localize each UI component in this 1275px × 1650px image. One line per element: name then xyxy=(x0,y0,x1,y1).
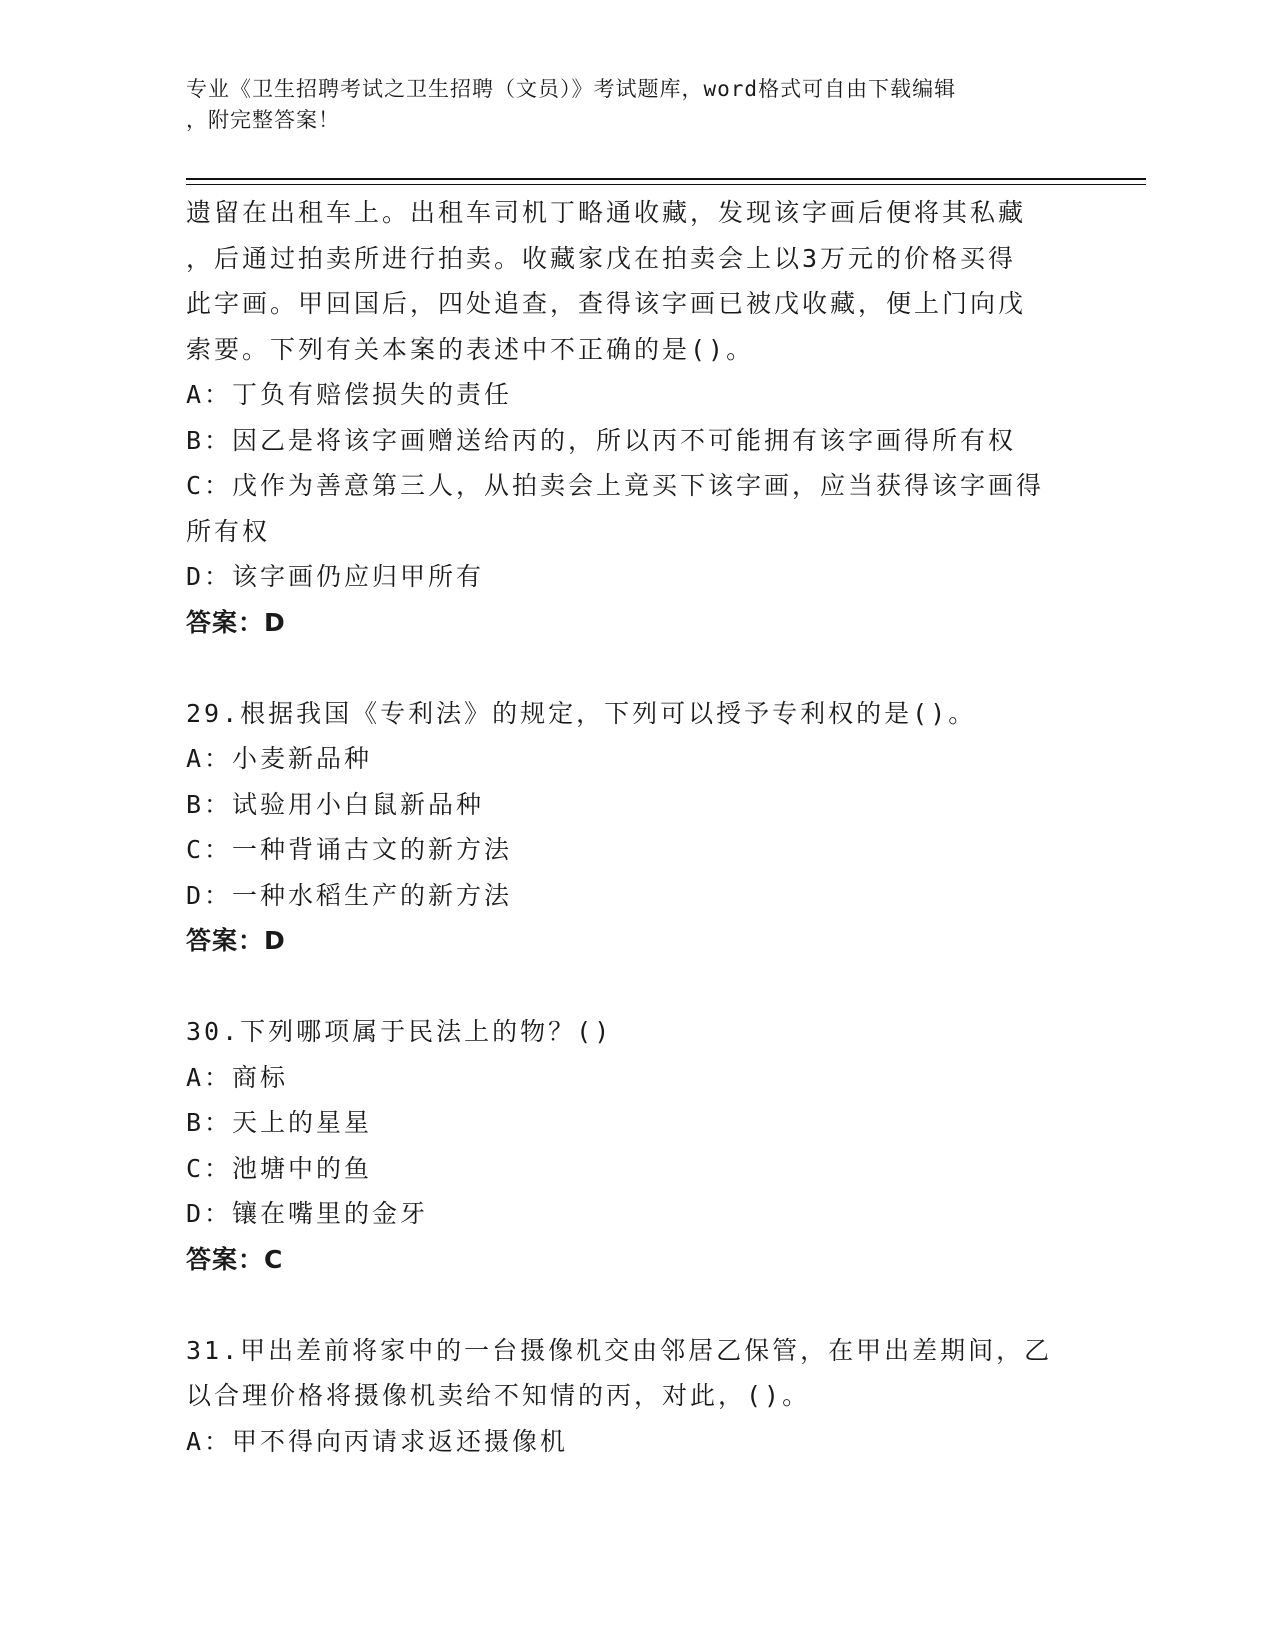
document-body xyxy=(186,190,1086,1464)
header-line-1: 专业《卫生招聘考试之卫生招聘（文员）》考试题库，word格式可自由下载编辑 xyxy=(186,77,957,101)
option-d: D：一种水稻生产的新方法 xyxy=(186,880,513,910)
question-stem-line: 31.甲出差前将家中的一台摄像机交由邻居乙保管，在甲出差期间，乙 xyxy=(186,1335,1053,1365)
question-stem: 29.根据我国《专利法》的规定，下列可以授予专利权的是()。 xyxy=(186,698,977,728)
option-b: B：因乙是将该字画赠送给丙的，所以丙不可能拥有该字画得所有权 xyxy=(186,425,1017,455)
question-28 xyxy=(186,190,1086,645)
option-d: D：镶在嘴里的金牙 xyxy=(186,1199,429,1228)
option-d: D：该字画仍应归甲所有 xyxy=(186,562,485,591)
option-c: C：池塘中的鱼 xyxy=(186,1153,373,1183)
answer-label: 答案：D xyxy=(186,607,286,637)
option-b: B：天上的星星 xyxy=(186,1108,373,1137)
header-line-2: ，附完整答案！ xyxy=(186,108,340,132)
question-stem-line: 索要。下列有关本案的表述中不正确的是()。 xyxy=(186,334,755,364)
question-stem-line: 以合理价格将摄像机卖给不知情的丙，对此，()。 xyxy=(186,1381,811,1410)
option-c: C：一种背诵古文的新方法 xyxy=(186,835,513,864)
document-header xyxy=(186,74,1066,136)
spacer xyxy=(186,645,1086,691)
option-c: C：戊作为善意第三人，从拍卖会上竟买下该字画，应当获得该字画得 xyxy=(186,471,1045,500)
question-stem: 30.下列哪项属于民法上的物？() xyxy=(186,1017,613,1046)
option-a: A：甲不得向丙请求返还摄像机 xyxy=(186,1426,569,1456)
answer-label: 答案：C xyxy=(186,1244,284,1274)
question-31 xyxy=(186,1328,1086,1465)
option-c-continued: 所有权 xyxy=(186,516,271,546)
question-30 xyxy=(186,1009,1086,1282)
question-stem-line: 此字画。甲回国后，四处追查，查得该字画已被戊收藏，便上门向戊 xyxy=(186,289,1027,318)
question-stem-line: 遗留在出租车上。出租车司机丁略通收藏，发现该字画后便将其私藏 xyxy=(186,198,1027,227)
option-a: A：商标 xyxy=(186,1062,289,1092)
answer-label: 答案：D xyxy=(186,926,286,955)
option-b: B：试验用小白鼠新品种 xyxy=(186,789,485,819)
question-stem-line: ，后通过拍卖所进行拍卖。收藏家戊在拍卖会上以3万元的价格买得 xyxy=(186,243,1017,273)
option-a: A：丁负有赔偿损失的责任 xyxy=(186,380,513,409)
header-divider-thick xyxy=(186,178,1146,180)
spacer xyxy=(186,964,1086,1010)
question-29 xyxy=(186,691,1086,964)
header-divider-thin xyxy=(186,184,1146,185)
option-a: A：小麦新品种 xyxy=(186,744,373,773)
spacer xyxy=(186,1282,1086,1328)
